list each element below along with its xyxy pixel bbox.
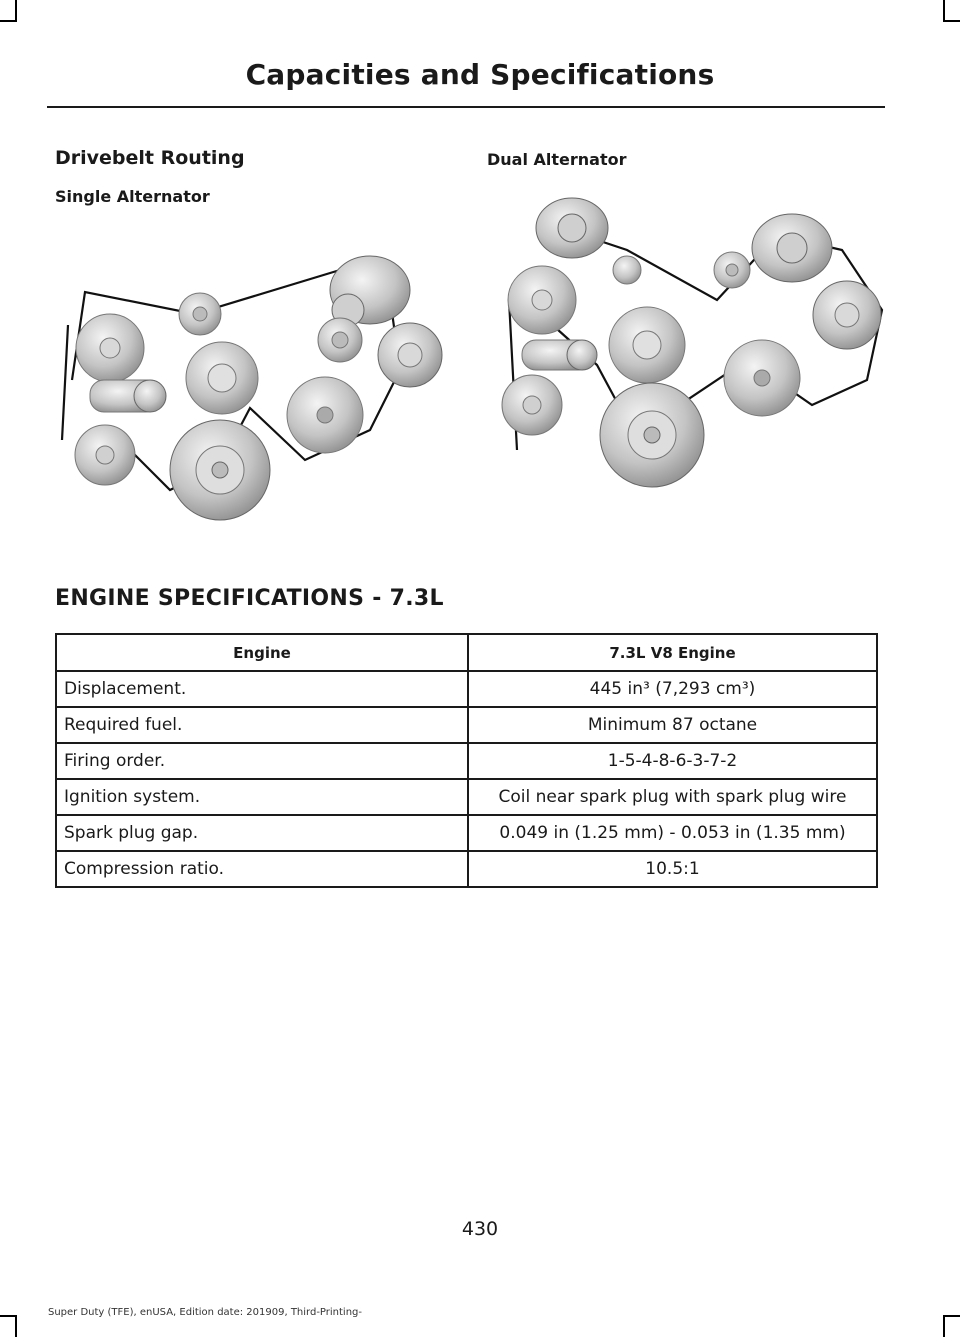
- table-row: [56, 851, 877, 887]
- pulley-water-pump: [76, 314, 144, 382]
- column-header: 7.3L V8 Engine: [468, 634, 877, 671]
- spec-label: Displacement.: [56, 671, 468, 707]
- pulley-crankshaft-upper: [186, 342, 258, 414]
- dual-alternator-belt-diagram: [487, 190, 897, 490]
- spec-value: Minimum 87 octane: [468, 707, 877, 743]
- single-alternator-belt-diagram: [50, 230, 470, 530]
- table-row: [56, 815, 877, 851]
- pulley-idler-center: [714, 252, 750, 288]
- crop-mark: [15, 1315, 17, 1337]
- table-row: [56, 743, 877, 779]
- page-title: Capacities and Specifications: [245, 58, 715, 91]
- dual-alternator-label: Dual Alternator: [487, 150, 627, 169]
- pulley-crankshaft-damper: [600, 383, 704, 487]
- single-alternator-label: Single Alternator: [55, 187, 210, 206]
- pulley-idler-top: [179, 293, 221, 335]
- pulley-ac-compressor: [378, 323, 442, 387]
- drivebelt-heading: Drivebelt Routing: [55, 147, 245, 169]
- alternator-right: [752, 214, 832, 282]
- pulley-steering: [75, 425, 135, 485]
- table-row: [56, 779, 877, 815]
- pulley-tensioner: [90, 380, 166, 412]
- crop-mark: [943, 1315, 960, 1317]
- alternator: [330, 256, 410, 326]
- spec-value: 445 in³ (7,293 cm³): [468, 671, 877, 707]
- page-number: 430: [461, 1218, 499, 1240]
- pulley-crankshaft-upper: [609, 307, 685, 383]
- engine-specifications-heading: ENGINE SPECIFICATIONS - 7.3L: [55, 586, 444, 611]
- spec-value: 0.049 in (1.25 mm) - 0.053 in (1.35 mm): [468, 815, 877, 851]
- spec-value: 1-5-4-8-6-3-7-2: [468, 743, 877, 779]
- pulley-crankshaft-damper: [170, 420, 270, 520]
- pulley-idler-right: [318, 318, 362, 362]
- table-row: [56, 671, 877, 707]
- pulley-ac-compressor: [813, 281, 881, 349]
- alternator-left: [536, 198, 608, 258]
- crop-mark: [0, 20, 17, 22]
- column-header: Engine: [56, 634, 468, 671]
- crop-mark: [15, 0, 17, 22]
- title-divider: [47, 106, 885, 108]
- spec-value: Coil near spark plug with spark plug wire: [468, 779, 877, 815]
- crop-mark: [943, 1315, 945, 1337]
- table-row: [56, 707, 877, 743]
- spec-label: Ignition system.: [56, 779, 468, 815]
- spec-value: 10.5:1: [468, 851, 877, 887]
- spec-label: Firing order.: [56, 743, 468, 779]
- pulley-fan: [724, 340, 800, 416]
- pulley-idler: [613, 256, 641, 284]
- crop-mark: [943, 0, 945, 22]
- edition-footer: Super Duty (TFE), enUSA, Edition date: 201909, Third-Printing-: [48, 1307, 363, 1318]
- pulley-tensioner: [522, 340, 597, 370]
- spec-label: Compression ratio.: [56, 851, 468, 887]
- pulley-water-pump: [508, 266, 576, 334]
- crop-mark: [943, 20, 960, 22]
- spec-label: Required fuel.: [56, 707, 468, 743]
- crop-mark: [0, 1315, 17, 1317]
- table-header-row: [56, 634, 877, 671]
- spec-label: Spark plug gap.: [56, 815, 468, 851]
- engine-specifications-table: [55, 633, 878, 888]
- pulley-steering: [502, 375, 562, 435]
- pulley-fan: [287, 377, 363, 453]
